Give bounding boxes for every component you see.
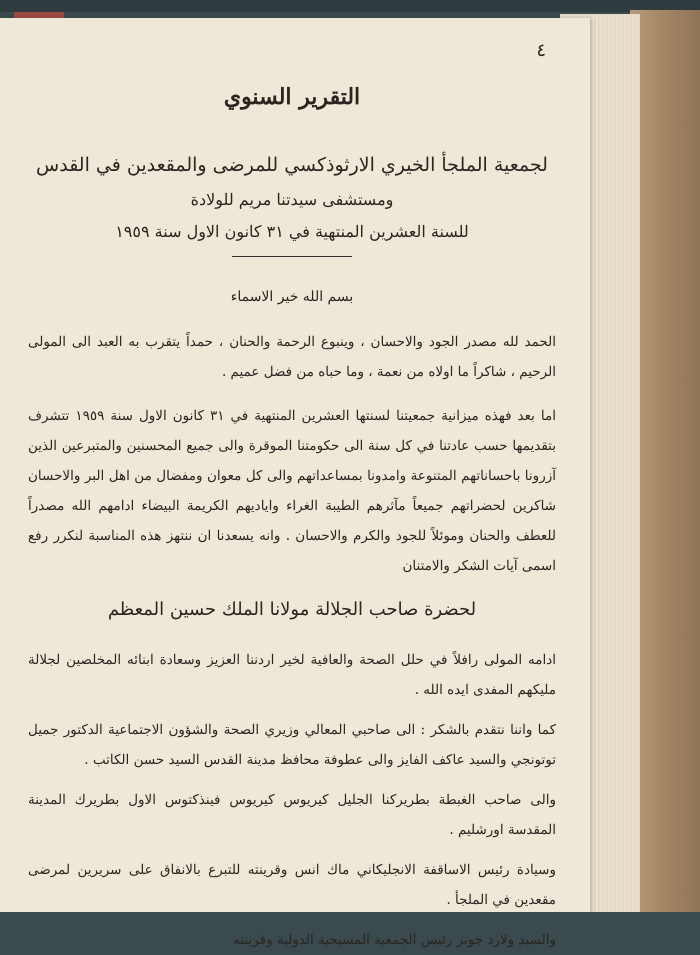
hospital-name: ومستشفى سيدتنا مريم للولادة — [190, 190, 394, 209]
paragraph: ادامه المولى رافلاً في حلل الصحة والعافية لخير اردننا العزيز وسعادة ابنائه المخلصين لجلالة مليكهم المفدى ايده الله . — [28, 652, 556, 698]
society-name: لجمعية الملجأ الخيري الارثوذكسي للمرضى والمقعدين في القدس — [36, 154, 548, 176]
divider — [232, 256, 352, 257]
page-content — [28, 40, 556, 955]
paragraph: والسيد ولارد جونز رئيس الجمعية المسيحية الدولية وقرينته — [233, 932, 556, 948]
report-year: للسنة العشرين المنتهية في ٣١ كانون الاول سنة ١٩٥٩ — [115, 222, 469, 241]
section-title: لحضرة صاحب الجلالة مولانا الملك حسين المعظم — [107, 599, 477, 620]
report-title: التقرير السنوي — [223, 84, 361, 110]
paragraph: والى صاحب الغبطة بطريركنا الجليل كيريوس كيريوس فينذكتوس الاول بطريرك المدينة المقدسة اورشليم . — [28, 792, 556, 838]
paragraph: وسيادة رئيس الاساقفة الانجليكاني ماك انس وقرينته للتبرع بالانفاق على سريرين لمرضى مقعدين في الملجأ . — [28, 862, 556, 908]
basmala: بسم الله خير الاسماء — [230, 289, 354, 305]
paragraph: كما واننا نتقدم بالشكر : الى صاحبي المعالي وزيري الصحة والشؤون الاجتماعية الدكتور جميل توتونجي والسيد عاكف الفايز والى عطوفة محافظ مدينة القدس السيد حسن الكاتب . — [28, 722, 556, 768]
book-cover-edge — [630, 10, 700, 920]
book-top-edge — [0, 0, 700, 12]
paragraph: اما بعد فهذه ميزانية جمعيتنا لسنتها العشرين المنتهية في ٣١ كانون الاول سنة ١٩٥٩ تتشرف بتقديمها حسب عادتنا في كل سنة الى حكومتنا الموقرة والى جميع المحسنين والمتبرعين الذين آزرونا باحساناتهم المتنوعة وامدونا بمساعداتهم والى كل معوان ومفضال من اهل البر والاحسان شاكرين لحضراتهم جميعاً مآثرهم الطيبة الغراء واياديهم الكريمة البيضاء ادامهم الله مصدراً للعطف والحنان وموئلاً للجود والكرم والاحسان . وانه يسعدنا ان ننتهز هذه المناسبة لنكرر رفع اسمى آيات الشكر والامتنان — [28, 408, 556, 574]
page-number: ٤ — [536, 40, 546, 61]
paragraph: الحمد لله مصدر الجود والاحسان ، وينبوع الرحمة والحنان ، حمداً يتقرب به العبد الى المولى الرحيم ، شاكراً ما اولاه من نعمة ، وما حباه من فضل عميم . — [28, 334, 556, 380]
